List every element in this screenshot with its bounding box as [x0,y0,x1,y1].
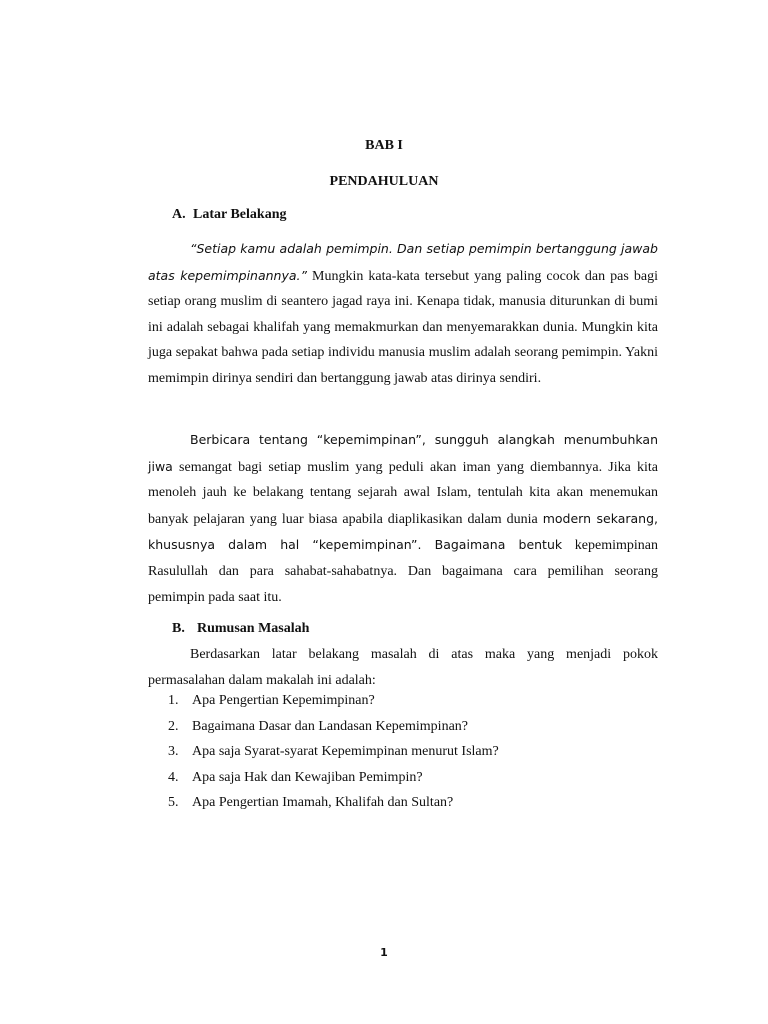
section-a-title: Latar Belakang [193,207,287,222]
list-item: 3. Apa saja Syarat-syarat Kepemimpinan menurut Islam? [168,744,499,760]
paragraph-latar-2 [148,427,658,610]
page-title: PENDAHULUAN [329,174,439,189]
opening-quote: “Setiap kamu adalah pemimpin. Dan setiap pemimpin bertanggung jawab atas kepemimpinannya.” [148,241,658,283]
section-a-heading [172,207,286,223]
paragraph-latar-1 [148,236,658,392]
list-item: 4. Apa saja Hak dan Kewajiban Pemimpin? [168,769,423,785]
paragraph-latar-2-mid: semangat bagi setiap muslim yang peduli akan iman yang diembannya. Jika kita menoleh jauh ke belakang tentang sejarah awal Islam, tentulah kita akan menemukan banyak pelajaran yang luar biasa apabila diaplikasikan dalam dunia [148,459,658,527]
section-b-heading [172,621,309,637]
paragraph-latar-2-end: kepemimpinan Rasulullah dan para sahabat-sahabatnya. Dan bagaimana cara pemilihan seorang pemimpin pada saat itu. [148,538,658,605]
section-a-number: A. [172,207,186,222]
list-item: 5. Apa Pengertian Imamah, Khalifah dan Sultan? [168,795,454,811]
page-number: 1 [380,946,388,959]
section-b-number: B. [172,621,185,636]
paragraph-latar-2-start: Berbicara tentang “kepemimpinan”, sungguh alangkah menumbuhkan jiwa [148,432,658,474]
section-b-title: Rumusan Masalah [197,621,310,636]
list-item: 1. Apa Pengertian Kepemimpinan? [168,693,375,708]
problem-list [168,688,499,816]
paragraph-latar-1-text: Mungkin kata-kata tersebut yang paling cocok dan pas bagi setiap orang muslim di seantero jagad raya ini. Kenapa tidak, manusia diturunkan di bumi ini adalah sebagai khalifah yang memakmurkan dan menyemarakkan dunia. Mungkin kita juga sepakat bahwa pada setiap individu manusia muslim adalah seorang pemimpin. Yakni memimpin dirinya sendiri dan bertanggung jawab atas dirinya sendiri. [148,268,658,386]
list-item: 2. Bagaimana Dasar dan Landasan Kepemimpinan? [168,718,469,734]
paragraph-rumusan-intro: Berdasarkan latar belakang masalah di atas maka yang menjadi pokok permasalahan dalam makalah ini adalah: [148,647,658,688]
paragraph-latar-2-sans: modern sekarang, khususnya dalam hal “kepemimpinan”. Bagaimana bentuk [148,510,658,553]
chapter-label: BAB I [365,138,403,153]
